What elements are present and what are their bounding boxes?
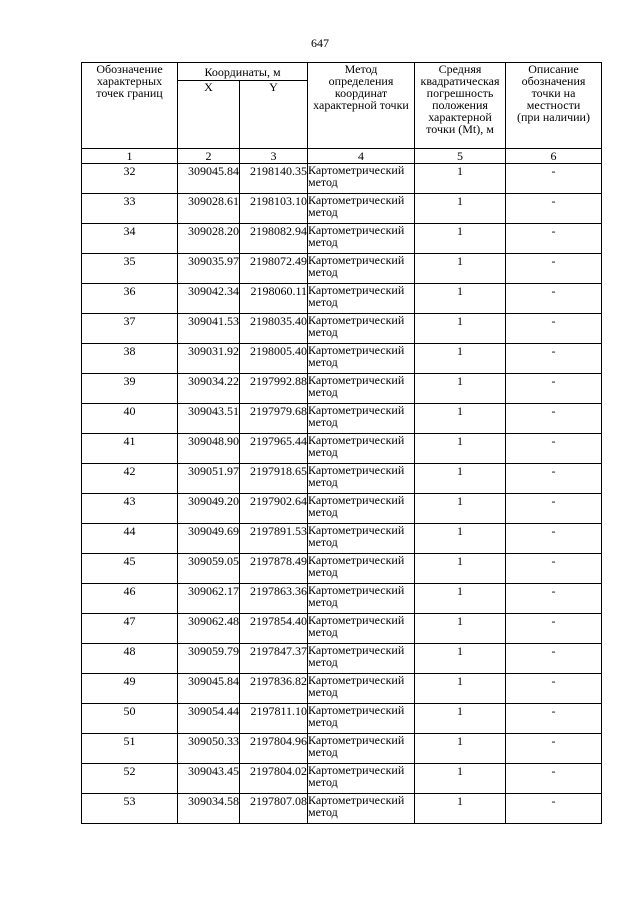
description-cell: - bbox=[506, 794, 602, 824]
method-line: метод bbox=[308, 415, 338, 429]
column-number: 3 bbox=[240, 149, 308, 164]
header-error bbox=[415, 63, 506, 149]
method-line: метод bbox=[308, 775, 338, 789]
method-line: метод bbox=[308, 175, 338, 189]
method-line: метод bbox=[308, 535, 338, 549]
description-cell: - bbox=[506, 374, 602, 404]
point-number-cell: 52 bbox=[82, 764, 178, 794]
method-cell bbox=[308, 464, 415, 494]
header-line: Обозначение bbox=[96, 62, 163, 76]
point-number-cell: 38 bbox=[82, 344, 178, 374]
table-row bbox=[82, 734, 602, 764]
table-row bbox=[82, 674, 602, 704]
description-cell: - bbox=[506, 734, 602, 764]
method-line: Картометрический bbox=[308, 433, 405, 447]
method-cell bbox=[308, 404, 415, 434]
method-cell bbox=[308, 584, 415, 614]
description-cell: - bbox=[506, 344, 602, 374]
y-coordinate-cell: 2197992.88 bbox=[240, 374, 308, 404]
method-line: Картометрический bbox=[308, 253, 405, 267]
table-row bbox=[82, 764, 602, 794]
method-line: Картометрический bbox=[308, 283, 405, 297]
x-coordinate-cell: 309041.53 bbox=[178, 314, 240, 344]
table-row bbox=[82, 614, 602, 644]
x-coordinate-cell: 309054.44 bbox=[178, 704, 240, 734]
y-coordinate-cell: 2198082.94 bbox=[240, 224, 308, 254]
header-line: Средняя bbox=[438, 62, 482, 76]
y-coordinate-cell: 2197804.02 bbox=[240, 764, 308, 794]
error-cell: 1 bbox=[415, 434, 506, 464]
x-coordinate-cell: 309045.84 bbox=[178, 164, 240, 194]
method-line: Картометрический bbox=[308, 523, 405, 537]
y-coordinate-cell: 2197891.53 bbox=[240, 524, 308, 554]
description-cell: - bbox=[506, 434, 602, 464]
error-cell: 1 bbox=[415, 404, 506, 434]
point-number-cell: 48 bbox=[82, 644, 178, 674]
header-line: точки на bbox=[531, 86, 576, 100]
point-number-cell: 37 bbox=[82, 314, 178, 344]
header-line: погрешность bbox=[426, 86, 494, 100]
error-cell: 1 bbox=[415, 464, 506, 494]
table-row bbox=[82, 794, 602, 824]
description-cell: - bbox=[506, 584, 602, 614]
method-cell bbox=[308, 674, 415, 704]
header-line: Описание bbox=[528, 62, 579, 76]
point-number-cell: 32 bbox=[82, 164, 178, 194]
point-number-cell: 53 bbox=[82, 794, 178, 824]
table-row bbox=[82, 524, 602, 554]
description-cell: - bbox=[506, 494, 602, 524]
description-cell: - bbox=[506, 254, 602, 284]
header-x: X bbox=[178, 81, 240, 149]
point-number-cell: 46 bbox=[82, 584, 178, 614]
column-number: 5 bbox=[415, 149, 506, 164]
error-cell: 1 bbox=[415, 164, 506, 194]
x-coordinate-cell: 309049.20 bbox=[178, 494, 240, 524]
x-coordinate-cell: 309043.51 bbox=[178, 404, 240, 434]
method-line: метод bbox=[308, 685, 338, 699]
method-line: метод bbox=[308, 445, 338, 459]
header-line: Метод bbox=[344, 62, 378, 76]
method-cell bbox=[308, 314, 415, 344]
x-coordinate-cell: 309031.92 bbox=[178, 344, 240, 374]
y-coordinate-cell: 2198072.49 bbox=[240, 254, 308, 284]
y-coordinate-cell: 2197918.65 bbox=[240, 464, 308, 494]
point-number-cell: 49 bbox=[82, 674, 178, 704]
method-line: Картометрический bbox=[308, 703, 405, 717]
error-cell: 1 bbox=[415, 704, 506, 734]
method-cell bbox=[308, 764, 415, 794]
x-coordinate-cell: 309049.69 bbox=[178, 524, 240, 554]
method-line: метод bbox=[308, 595, 338, 609]
header-line: характерных bbox=[96, 74, 163, 88]
table-row bbox=[82, 344, 602, 374]
point-number-cell: 43 bbox=[82, 494, 178, 524]
method-line: Картометрический bbox=[308, 193, 405, 207]
method-cell bbox=[308, 554, 415, 584]
table-row bbox=[82, 644, 602, 674]
table-row bbox=[82, 374, 602, 404]
method-line: Картометрический bbox=[308, 343, 405, 357]
x-coordinate-cell: 309062.17 bbox=[178, 584, 240, 614]
method-cell bbox=[308, 284, 415, 314]
column-numbers-row bbox=[82, 149, 602, 164]
method-line: метод bbox=[308, 265, 338, 279]
description-cell: - bbox=[506, 314, 602, 344]
point-number-cell: 45 bbox=[82, 554, 178, 584]
x-coordinate-cell: 309048.90 bbox=[178, 434, 240, 464]
description-cell: - bbox=[506, 164, 602, 194]
method-line: метод bbox=[308, 235, 338, 249]
error-cell: 1 bbox=[415, 764, 506, 794]
point-number-cell: 34 bbox=[82, 224, 178, 254]
x-coordinate-cell: 309028.61 bbox=[178, 194, 240, 224]
point-number-cell: 33 bbox=[82, 194, 178, 224]
description-cell: - bbox=[506, 674, 602, 704]
point-number-cell: 35 bbox=[82, 254, 178, 284]
method-cell bbox=[308, 734, 415, 764]
method-cell bbox=[308, 434, 415, 464]
method-line: Картометрический bbox=[308, 373, 405, 387]
table-row bbox=[82, 314, 602, 344]
method-line: метод bbox=[308, 475, 338, 489]
table-row bbox=[82, 254, 602, 284]
header-line: положения bbox=[432, 98, 488, 112]
error-cell: 1 bbox=[415, 314, 506, 344]
method-cell bbox=[308, 644, 415, 674]
description-cell: - bbox=[506, 224, 602, 254]
x-coordinate-cell: 309051.97 bbox=[178, 464, 240, 494]
y-coordinate-cell: 2197965.44 bbox=[240, 434, 308, 464]
error-cell: 1 bbox=[415, 794, 506, 824]
y-coordinate-cell: 2198035.40 bbox=[240, 314, 308, 344]
method-cell bbox=[308, 614, 415, 644]
error-cell: 1 bbox=[415, 584, 506, 614]
method-line: метод bbox=[308, 625, 338, 639]
method-line: Картометрический bbox=[308, 583, 405, 597]
x-coordinate-cell: 309043.45 bbox=[178, 764, 240, 794]
point-number-cell: 50 bbox=[82, 704, 178, 734]
column-number: 2 bbox=[178, 149, 240, 164]
header-line: характерной bbox=[428, 110, 492, 124]
method-cell bbox=[308, 494, 415, 524]
description-cell: - bbox=[506, 524, 602, 554]
x-coordinate-cell: 309059.05 bbox=[178, 554, 240, 584]
column-number: 4 bbox=[308, 149, 415, 164]
description-cell: - bbox=[506, 644, 602, 674]
header-method bbox=[308, 63, 415, 149]
error-cell: 1 bbox=[415, 614, 506, 644]
y-coordinate-cell: 2197854.40 bbox=[240, 614, 308, 644]
method-cell bbox=[308, 794, 415, 824]
table-row bbox=[82, 494, 602, 524]
header-line: квадратическая bbox=[420, 74, 500, 88]
error-cell: 1 bbox=[415, 224, 506, 254]
method-cell bbox=[308, 374, 415, 404]
method-line: Картометрический bbox=[308, 463, 405, 477]
point-number-cell: 36 bbox=[82, 284, 178, 314]
table-row bbox=[82, 224, 602, 254]
point-number-cell: 39 bbox=[82, 374, 178, 404]
coordinates-table bbox=[81, 62, 602, 824]
header-line: определения bbox=[328, 74, 394, 88]
description-cell: - bbox=[506, 764, 602, 794]
error-cell: 1 bbox=[415, 344, 506, 374]
method-cell bbox=[308, 194, 415, 224]
method-line: метод bbox=[308, 715, 338, 729]
y-coordinate-cell: 2197979.68 bbox=[240, 404, 308, 434]
header-line: местности bbox=[526, 98, 581, 112]
error-cell: 1 bbox=[415, 674, 506, 704]
error-cell: 1 bbox=[415, 524, 506, 554]
header-y: Y bbox=[240, 81, 308, 149]
method-line: метод bbox=[308, 745, 338, 759]
header-line: (при наличии) bbox=[517, 110, 590, 124]
method-line: метод bbox=[308, 565, 338, 579]
header-description bbox=[506, 63, 602, 149]
page-number: 647 bbox=[311, 36, 329, 50]
method-line: Картометрический bbox=[308, 163, 405, 177]
column-number: 6 bbox=[506, 149, 602, 164]
y-coordinate-cell: 2198140.35 bbox=[240, 164, 308, 194]
x-coordinate-cell: 309050.33 bbox=[178, 734, 240, 764]
description-cell: - bbox=[506, 554, 602, 584]
description-cell: - bbox=[506, 464, 602, 494]
error-cell: 1 bbox=[415, 374, 506, 404]
error-cell: 1 bbox=[415, 644, 506, 674]
error-cell: 1 bbox=[415, 194, 506, 224]
error-cell: 1 bbox=[415, 554, 506, 584]
x-coordinate-cell: 309045.84 bbox=[178, 674, 240, 704]
y-coordinate-cell: 2197863.36 bbox=[240, 584, 308, 614]
point-number-cell: 51 bbox=[82, 734, 178, 764]
method-line: метод bbox=[308, 355, 338, 369]
error-cell: 1 bbox=[415, 254, 506, 284]
method-line: Картометрический bbox=[308, 733, 405, 747]
table-body bbox=[82, 164, 602, 824]
table-row bbox=[82, 584, 602, 614]
x-coordinate-cell: 309062.48 bbox=[178, 614, 240, 644]
method-cell bbox=[308, 704, 415, 734]
table-row bbox=[82, 404, 602, 434]
method-line: метод bbox=[308, 295, 338, 309]
table-row bbox=[82, 554, 602, 584]
table-row bbox=[82, 434, 602, 464]
method-line: метод bbox=[308, 385, 338, 399]
x-coordinate-cell: 309059.79 bbox=[178, 644, 240, 674]
header-line: точки (Mt), м bbox=[426, 122, 494, 136]
header-line: характерной точки bbox=[313, 98, 409, 112]
table-row bbox=[82, 164, 602, 194]
y-coordinate-cell: 2198103.10 bbox=[240, 194, 308, 224]
error-cell: 1 bbox=[415, 284, 506, 314]
method-line: Картометрический bbox=[308, 673, 405, 687]
description-cell: - bbox=[506, 404, 602, 434]
method-line: метод bbox=[308, 805, 338, 819]
y-coordinate-cell: 2198060.11 bbox=[240, 284, 308, 314]
method-line: Картометрический bbox=[308, 403, 405, 417]
point-number-cell: 47 bbox=[82, 614, 178, 644]
header-line: обозначения bbox=[521, 74, 586, 88]
x-coordinate-cell: 309034.58 bbox=[178, 794, 240, 824]
y-coordinate-cell: 2197847.37 bbox=[240, 644, 308, 674]
description-cell: - bbox=[506, 704, 602, 734]
x-coordinate-cell: 309042.34 bbox=[178, 284, 240, 314]
method-line: Картометрический bbox=[308, 313, 405, 327]
method-cell bbox=[308, 344, 415, 374]
method-line: Картометрический bbox=[308, 613, 405, 627]
column-number: 1 bbox=[82, 149, 178, 164]
method-line: Картометрический bbox=[308, 643, 405, 657]
description-cell: - bbox=[506, 194, 602, 224]
error-cell: 1 bbox=[415, 494, 506, 524]
y-coordinate-cell: 2197811.10 bbox=[240, 704, 308, 734]
description-cell: - bbox=[506, 614, 602, 644]
y-coordinate-cell: 2198005.40 bbox=[240, 344, 308, 374]
method-line: метод bbox=[308, 205, 338, 219]
x-coordinate-cell: 309028.20 bbox=[178, 224, 240, 254]
header-coordinates: Координаты, м bbox=[178, 63, 308, 81]
table-row bbox=[82, 284, 602, 314]
header-line: точек границ bbox=[96, 86, 163, 100]
method-line: метод bbox=[308, 325, 338, 339]
header-point-designation bbox=[82, 63, 178, 149]
method-cell bbox=[308, 524, 415, 554]
y-coordinate-cell: 2197902.64 bbox=[240, 494, 308, 524]
method-line: Картометрический bbox=[308, 793, 405, 807]
table-row bbox=[82, 704, 602, 734]
y-coordinate-cell: 2197878.49 bbox=[240, 554, 308, 584]
point-number-cell: 42 bbox=[82, 464, 178, 494]
x-coordinate-cell: 309034.22 bbox=[178, 374, 240, 404]
method-line: Картометрический bbox=[308, 763, 405, 777]
header-line: координат bbox=[334, 86, 388, 100]
description-cell: - bbox=[506, 284, 602, 314]
y-coordinate-cell: 2197836.82 bbox=[240, 674, 308, 704]
method-line: метод bbox=[308, 655, 338, 669]
table-row bbox=[82, 194, 602, 224]
error-cell: 1 bbox=[415, 734, 506, 764]
table-row bbox=[82, 464, 602, 494]
method-line: метод bbox=[308, 505, 338, 519]
point-number-cell: 44 bbox=[82, 524, 178, 554]
point-number-cell: 40 bbox=[82, 404, 178, 434]
x-coordinate-cell: 309035.97 bbox=[178, 254, 240, 284]
method-cell bbox=[308, 254, 415, 284]
y-coordinate-cell: 2197804.96 bbox=[240, 734, 308, 764]
y-coordinate-cell: 2197807.08 bbox=[240, 794, 308, 824]
point-number-cell: 41 bbox=[82, 434, 178, 464]
method-cell bbox=[308, 164, 415, 194]
method-cell bbox=[308, 224, 415, 254]
method-line: Картометрический bbox=[308, 553, 405, 567]
method-line: Картометрический bbox=[308, 223, 405, 237]
method-line: Картометрический bbox=[308, 493, 405, 507]
